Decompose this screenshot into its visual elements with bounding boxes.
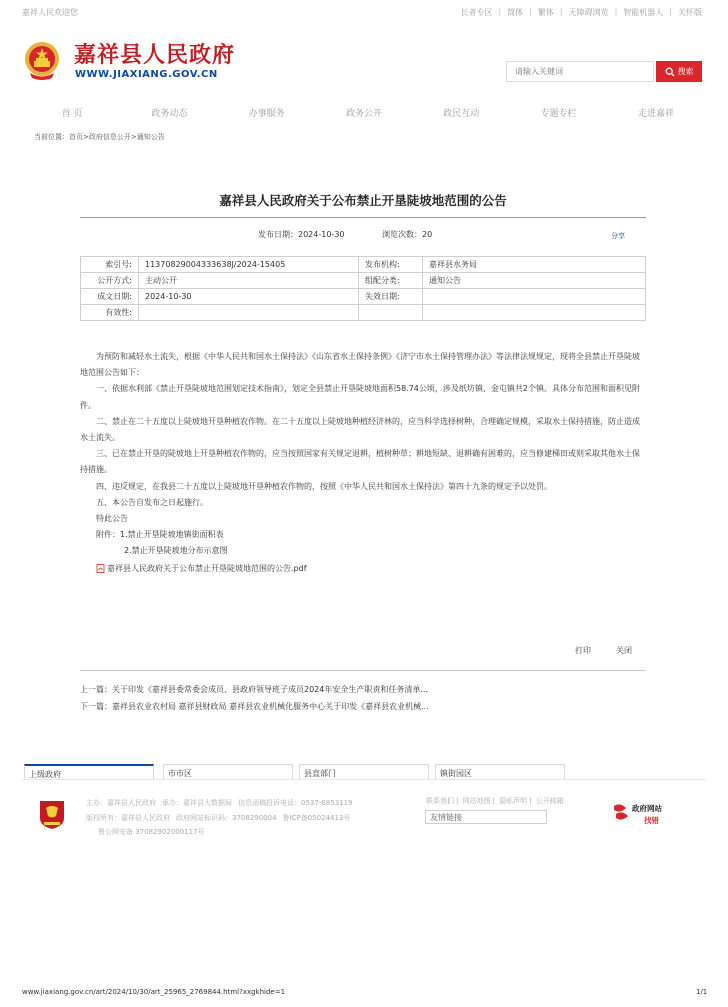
footer-links: 联系我们 | 网站地图 | 隐私声明 | 公开邮箱	[426, 797, 564, 805]
footer-info: 主办：嘉祥县人民政府 承办：嘉祥县大数据局 信息函稿投诉电话：0537-6853119 版权所有：嘉祥县人民政府 政府网站标识码：3708290004 鲁ICP备05024413号 鲁公网安备 37082902000117号	[86, 799, 353, 836]
body-paragraph: 五、本公告自发布之日起施行。	[96, 497, 208, 507]
search-button[interactable]	[656, 61, 702, 82]
expire-label: 失效日期:	[359, 289, 423, 305]
publish-date: 发布日期：2024-10-30	[258, 230, 345, 239]
org-value: 嘉祥县水务局	[423, 257, 646, 273]
nav-open-gov[interactable]: 政务公开	[345, 109, 382, 119]
table-row	[81, 289, 646, 305]
page-number: 1/1	[696, 988, 708, 996]
article-divider	[80, 670, 646, 671]
accessibility-link[interactable]: 无障碍浏览	[568, 8, 609, 17]
welcome-text: 嘉祥人民欢迎您	[22, 8, 78, 17]
top-bar	[0, 0, 728, 22]
page-url: www.jiaxiang.gov.cn/art/2024/10/30/art_25965_2769844.html?xxgkhide=1	[22, 988, 286, 996]
nav-home[interactable]: 首 页	[61, 109, 83, 119]
pdf-icon	[96, 564, 105, 573]
attachment-line-2: 2.禁止开垦陡坡地分布示意图	[124, 546, 228, 556]
category-label: 组配分类:	[359, 273, 423, 289]
breadcrumb[interactable]: 当前位置：首页>政府信息公开>通知公告	[34, 133, 165, 141]
sitemap-link[interactable]: 网站地图	[462, 797, 491, 805]
body-paragraph: 为预防和减轻水土流失，根据《中华人民共和国水土保持法》《山东省水土保持条例》《济宁市水土保持管理办法》等法律法规规定，现将全县禁止开垦陡坡地范围公告如下：	[80, 352, 640, 378]
mailbox-link[interactable]: 公开邮箱	[535, 797, 564, 805]
validity-value	[139, 305, 359, 321]
validity-label: 有效性:	[81, 305, 139, 321]
pdf-filename: 嘉祥县人民政府关于公布禁止开垦陡坡地范围的公告.pdf	[107, 563, 307, 573]
article-title: 嘉祥县人民政府关于公布禁止开垦陡坡地范围的公告	[219, 193, 507, 208]
search-button-label: 搜索	[677, 67, 694, 76]
site-name[interactable]: 嘉祥县人民政府	[74, 43, 236, 68]
print-button[interactable]: 打印	[575, 646, 591, 655]
pdf-download-link[interactable]	[80, 561, 646, 577]
org-label: 发布机构:	[359, 257, 423, 273]
search-icon	[665, 67, 675, 77]
category-value: 通知公告	[423, 273, 646, 289]
next-article-link[interactable]: 下一篇：嘉祥县农业农村局 嘉祥县财政局 嘉祥县农业机械化服务中心关于印发《嘉祥县农业机械...	[80, 702, 429, 711]
body-paragraph: 三、已在禁止开垦的陡坡地上开垦种植农作物的，应当按照国家有关规定退耕，植树种草；耕地短缺、退耕确有困难的，应当修建梯田或则采取其他水土保持措施。	[80, 449, 640, 475]
article-body	[80, 349, 646, 577]
nav-topics[interactable]: 专题专栏	[540, 109, 577, 119]
info-table	[80, 256, 646, 321]
report-error-badge[interactable]: 政府网站 找错	[612, 800, 672, 826]
main-nav	[24, 106, 704, 120]
privacy-link[interactable]: 隐私声明	[499, 797, 528, 805]
index-label: 索引号:	[81, 257, 139, 273]
close-button[interactable]: 关闭	[616, 646, 632, 655]
elderly-zone-link[interactable]: 长者专区	[460, 8, 493, 17]
date-label: 成文日期:	[81, 289, 139, 305]
date-value: 2024-10-30	[139, 289, 359, 305]
index-value: 11370829004333638J/2024-15405	[139, 257, 359, 273]
share-button[interactable]: 分享	[611, 232, 625, 240]
title-divider	[80, 217, 646, 218]
body-paragraph: 四、违反规定，在我县二十五度以上陡坡地开垦种植农作物的，按照《中华人民共和国水土保持法》第四十九条的规定予以处罚。	[96, 481, 552, 491]
care-version-link[interactable]: 关怀版	[678, 8, 702, 17]
nav-about[interactable]: 走进嘉祥	[637, 109, 674, 119]
friend-links-select[interactable]: 友情链接	[425, 810, 547, 824]
party-gov-badge-icon[interactable]	[38, 798, 66, 830]
tab-superior-gov[interactable]: 上级政府	[24, 764, 154, 780]
national-emblem-icon	[22, 40, 62, 82]
attachment-line-1: 附件：1.禁止开垦陡坡地镇街面积表	[96, 530, 224, 540]
method-label: 公开方式:	[81, 273, 139, 289]
previous-article-link[interactable]: 上一篇：关于印发《嘉祥县委常委会成员、县政府领导班子成员2024年安全生产职责和任务清单...	[80, 685, 428, 694]
table-row	[81, 257, 646, 273]
robot-link[interactable]: 智能机器人	[623, 8, 664, 17]
nav-interaction[interactable]: 政民互动	[443, 109, 480, 119]
tab-county-departments[interactable]: 县直部门	[299, 764, 429, 780]
closing-text: 特此公告	[96, 514, 128, 524]
table-row	[81, 273, 646, 289]
body-paragraph: 一、依据水利部《禁止开垦陡坡地范围划定技术指南》，划定全县禁止开垦陡坡地面积58.74公顷，涉及纸坊镇、金屯镇共2个镇。具体分布范围和面积见附件。	[80, 384, 640, 410]
nav-news[interactable]: 政务动态	[151, 109, 188, 119]
nav-services[interactable]: 办事服务	[248, 109, 285, 119]
view-count: 浏览次数：20	[382, 230, 433, 239]
contact-link[interactable]: 联系我们	[426, 797, 454, 805]
simplified-link[interactable]: 简体	[507, 8, 524, 17]
expire-value	[423, 289, 646, 305]
traditional-link[interactable]: 繁体	[537, 8, 554, 17]
body-paragraph: 二、禁止在二十五度以上陡坡地开垦种植农作物。在二十五度以上陡坡地种植经济林的，应当科学选择树种，合理确定规模，采取水土保持措施，防止造成水土流失。	[80, 416, 640, 443]
site-url: WWW.JIAXIANG.GOV.CN	[75, 69, 218, 80]
method-value: 主动公开	[139, 273, 359, 289]
top-links: 长者专区 | 简体 | 繁体 | 无障碍浏览 | 智能机器人 | 关怀版	[460, 7, 702, 17]
footer-divider	[22, 779, 706, 780]
tab-city-districts[interactable]: 市市区	[163, 764, 293, 780]
search-input[interactable]	[506, 61, 654, 82]
table-row	[81, 305, 646, 321]
tab-towns[interactable]: 镇街园区	[435, 764, 565, 780]
